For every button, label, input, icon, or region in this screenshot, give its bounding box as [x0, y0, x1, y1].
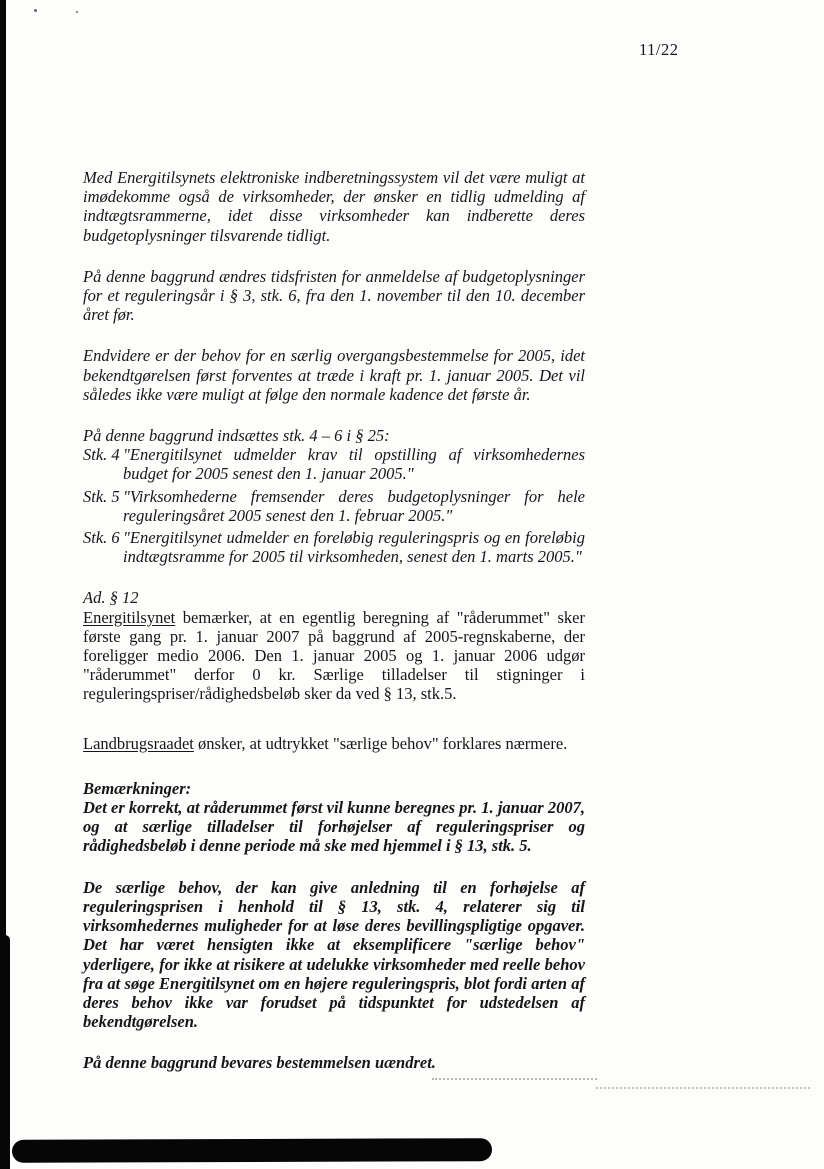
stk-text: "Energitilsynet udmelder en foreløbig reguleringspris og en foreløbig indtægtsramme for 2005 til virksomheden, senest den 1. marts 2005." [123, 528, 585, 567]
paragraph-indsaettes: På denne baggrund indsættes stk. 4 – 6 i § 25: [83, 426, 390, 446]
paragraph-overgangsbestemmelse: Endvidere er der behov for en særlig overgangsbestemmelse for 2005, idet bekendtgørelsen først forventes at træde i kraft pr. 1. januar 2005. Det vil således ikke være muligt at følge den normale kadence det første år. [83, 346, 585, 404]
stk-label: Stk. 5 [83, 486, 120, 506]
stk-label: Stk. 6 [83, 528, 120, 548]
scan-artifact-bottom-smudge [12, 1138, 492, 1163]
paragraph-konklusion: På denne baggrund bevares bestemmelsen uændret. [83, 1053, 436, 1073]
scan-noise-dots [596, 1087, 810, 1089]
scan-speck [34, 9, 37, 12]
stk-item-4 [83, 445, 585, 483]
paragraph-saerlige-behov: De særlige behov, der kan give anledning til en forhøjelse af reguleringsprisen i henhold til § 13, stk. 4, relaterer sig til virksomhedernes muligheder for at løse deres bevillingspligtige opgaver. Det har været hensigten ikke at eksemplificere "særlige behov" yderligere, for ikke at risikere at udelukke virksomheder med reelle behov fra at søge Energitilsynet om en højere reguleringspris, blot fordi arten af deres behov ikke var forudset på tidspunktet for udstedelsen af bekendtgørelsen. [83, 877, 585, 1032]
paragraph-tidsfrist: På denne baggrund ændres tidsfristen for anmeldelse af budgetoplysninger for et reguleringsår i § 3, stk. 6, fra den 1. november til den 10. december året før. [83, 266, 585, 325]
landbrugsraadet-text: ønsker, at udtrykket "særlige behov" forklares nærmere. [193, 733, 568, 753]
energitilsynet-name: Energitilsynet [83, 607, 176, 627]
landbrugsraadet-name: Landbrugsraadet [83, 733, 194, 753]
scan-speck [76, 11, 78, 13]
paragraph-raaderum: Det er korrekt, at råderummet først vil kunne beregnes pr. 1. januar 2007, og at særlige tilladelser til forhøjelser af reguleringspriser og rådighedsbeløb i denne periode må ske med hjemmel i § 13, stk. 5. [83, 798, 585, 856]
energitilsynet-text: bemærker, at en egentlig beregning af "råderummet" sker første gang pr. 1. januar 2007 på baggrund af 2005-regnskaberne, der foreligger medio 2006. Den 1. januar 2005 og 1. januar 2006 udgør "råderummet" derfor 0 kr. Særlige tilladelser til stigninger i reguleringspriser/rådighedsbeløb sker da ved § 13, stk.5. [83, 607, 585, 704]
stk-item-5 [83, 487, 585, 525]
scan-artifact-left-edge-lower [0, 935, 10, 1169]
page-number: 11/22 [639, 40, 679, 59]
section-heading-bemaerkninger: Bemærkninger: [83, 778, 192, 798]
paragraph-indberetningssystem: Med Energitilsynets elektroniske indberetningssystem vil det være muligt at imødekomme også de virksomheder, der ønsker en tidlig udmelding af indtægtsrammerne, idet disse virksomheder kan indberette deres budgetoplysninger tilsvarende tidligt. [83, 168, 585, 245]
stk-list [83, 445, 585, 566]
stk-label: Stk. 4 [83, 445, 120, 465]
section-heading-ad-12: Ad. § 12 [83, 588, 139, 608]
stk-item-6 [83, 528, 585, 566]
document-body [83, 168, 585, 1095]
paragraph-energitilsynet [83, 608, 585, 704]
paragraph-landbrugsraadet [83, 734, 585, 753]
stk-text: "Virksomhederne fremsender deres budgetoplysninger for hele reguleringsåret 2005 senest den 1. februar 2005." [123, 486, 585, 525]
stk-text: "Energitilsynet udmelder krav til opstilling af virksomhedernes budget for 2005 senest den 1. januar 2005." [123, 445, 585, 484]
